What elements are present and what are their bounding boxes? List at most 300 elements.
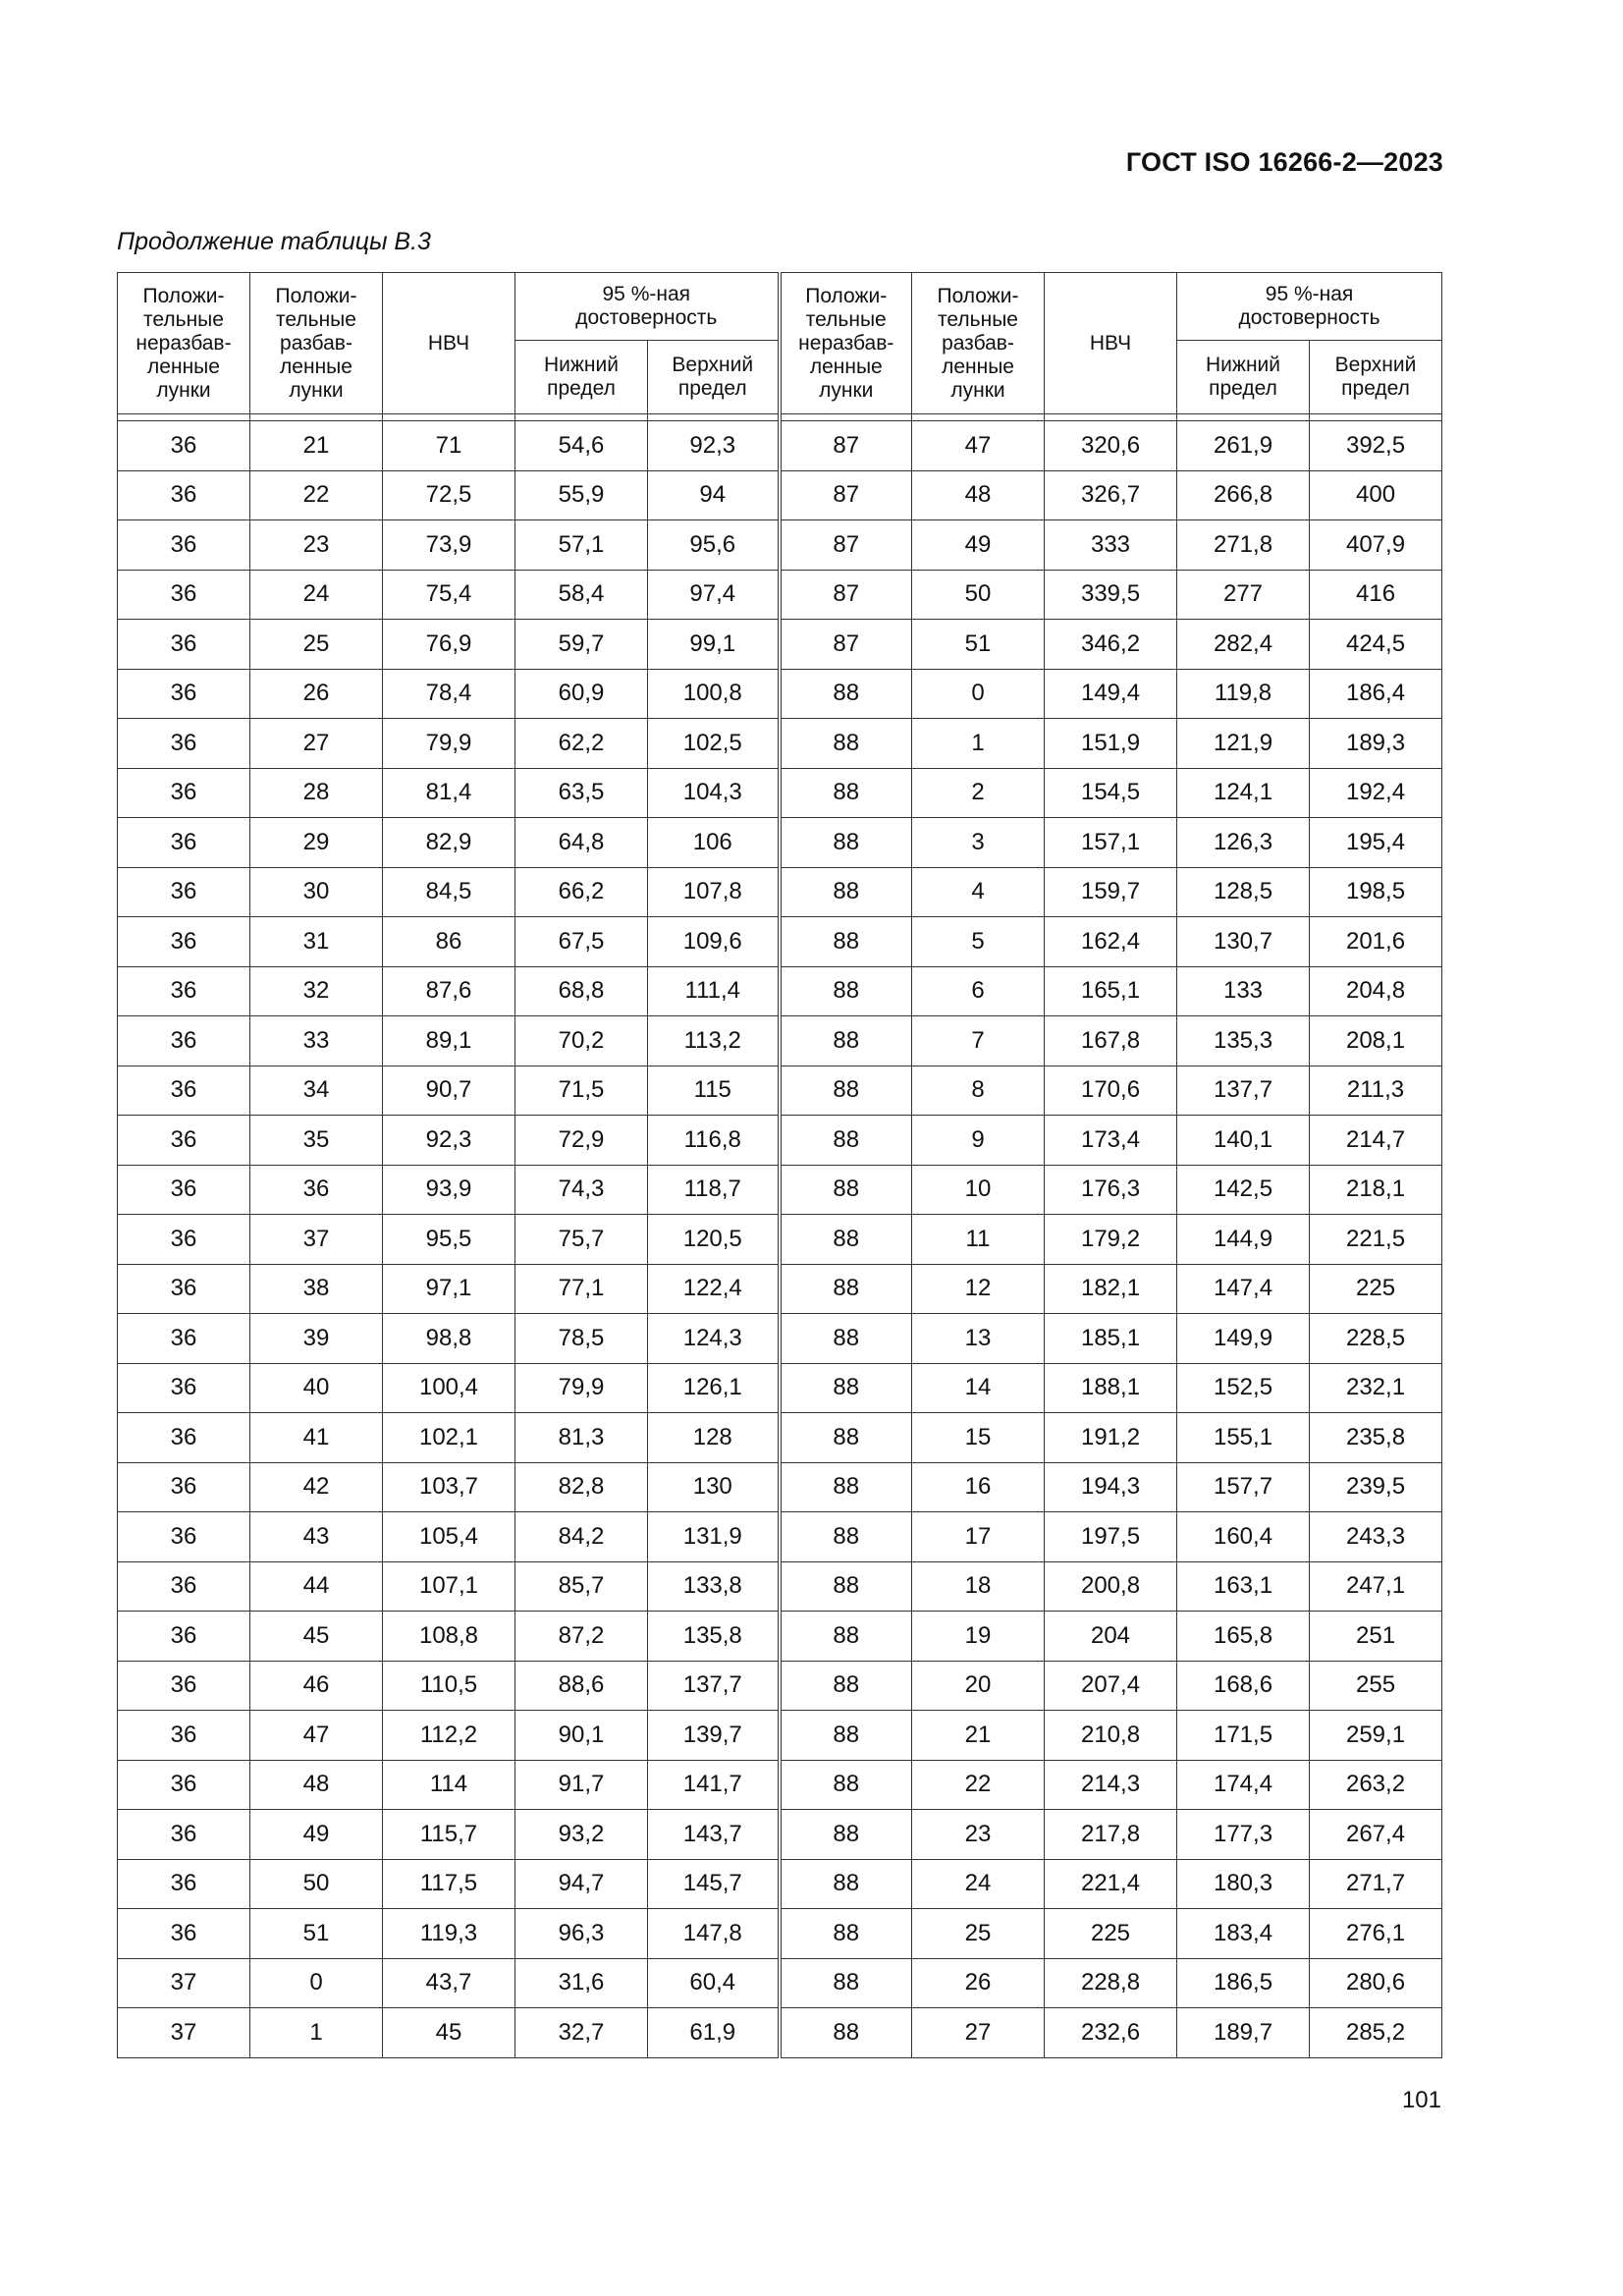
table-cell: 267,4 — [1310, 1810, 1442, 1860]
table-cell: 189,3 — [1310, 719, 1442, 769]
table-cell: 60,9 — [515, 669, 648, 719]
table-cell: 144,9 — [1177, 1215, 1310, 1265]
table-cell: 97,1 — [383, 1264, 515, 1314]
table-cell: 48 — [250, 1760, 383, 1810]
table-cell: 84,2 — [515, 1512, 648, 1562]
table-cell: 280,6 — [1310, 1958, 1442, 2008]
table-cell: 88 — [780, 768, 912, 818]
table-cell: 43 — [250, 1512, 383, 1562]
table-row — [118, 1116, 1442, 1166]
table-cell: 73,9 — [383, 520, 515, 571]
table-cell: 36 — [118, 470, 250, 520]
table-row — [118, 867, 1442, 917]
table-row — [118, 768, 1442, 818]
table-cell: 263,2 — [1310, 1760, 1442, 1810]
table-cell: 192,4 — [1310, 768, 1442, 818]
table-cell: 154,5 — [1045, 768, 1177, 818]
table-cell: 5 — [912, 917, 1045, 967]
table-cell: 137,7 — [1177, 1066, 1310, 1116]
table-cell: 37 — [118, 1958, 250, 2008]
table-cell: 121,9 — [1177, 719, 1310, 769]
table-cell: 93,2 — [515, 1810, 648, 1860]
table-cell: 147,8 — [648, 1909, 780, 1959]
table-cell: 36 — [118, 1413, 250, 1463]
table-cell: 90,1 — [515, 1711, 648, 1761]
table-cell: 21 — [250, 421, 383, 471]
table-cell: 36 — [118, 1215, 250, 1265]
table-cell: 36 — [118, 1612, 250, 1662]
table-cell: 179,2 — [1045, 1215, 1177, 1265]
table-cell: 23 — [250, 520, 383, 571]
table-cell: 130,7 — [1177, 917, 1310, 967]
table-cell: 88 — [780, 669, 912, 719]
table-cell: 37 — [250, 1215, 383, 1265]
table-row — [118, 1264, 1442, 1314]
table-cell: 157,1 — [1045, 818, 1177, 868]
table-cell: 36 — [118, 1909, 250, 1959]
table-cell: 320,6 — [1045, 421, 1177, 471]
table-cell: 259,1 — [1310, 1711, 1442, 1761]
table-cell: 228,5 — [1310, 1314, 1442, 1364]
table-cell: 217,8 — [1045, 1810, 1177, 1860]
table-cell: 119,8 — [1177, 669, 1310, 719]
table-cell: 170,6 — [1045, 1066, 1177, 1116]
table-cell: 189,7 — [1177, 2008, 1310, 2058]
table-cell: 124,3 — [648, 1314, 780, 1364]
table-cell: 87,2 — [515, 1612, 648, 1662]
table-cell: 46 — [250, 1661, 383, 1711]
table-cell: 100,8 — [648, 669, 780, 719]
table-row — [118, 520, 1442, 571]
table-cell: 139,7 — [648, 1711, 780, 1761]
table-cell: 18 — [912, 1561, 1045, 1612]
table-row — [118, 1512, 1442, 1562]
table-cell: 107,8 — [648, 867, 780, 917]
table-cell: 271,7 — [1310, 1859, 1442, 1909]
table-cell: 88 — [780, 1016, 912, 1066]
table-cell: 180,3 — [1177, 1859, 1310, 1909]
table-cell: 191,2 — [1045, 1413, 1177, 1463]
table-cell: 128,5 — [1177, 867, 1310, 917]
table-row — [118, 1859, 1442, 1909]
table-cell: 8 — [912, 1066, 1045, 1116]
table-cell: 210,8 — [1045, 1711, 1177, 1761]
table-cell: 88 — [780, 1116, 912, 1166]
table-cell: 21 — [912, 1711, 1045, 1761]
table-cell: 194,3 — [1045, 1462, 1177, 1512]
table-cell: 71,5 — [515, 1066, 648, 1116]
table-cell: 149,9 — [1177, 1314, 1310, 1364]
table-cell: 130 — [648, 1462, 780, 1512]
table-cell: 88 — [780, 1661, 912, 1711]
table-cell: 36 — [118, 1561, 250, 1612]
table-cell: 142,5 — [1177, 1165, 1310, 1215]
table-cell: 78,4 — [383, 669, 515, 719]
table-cell: 95,5 — [383, 1215, 515, 1265]
table-cell: 55,9 — [515, 470, 648, 520]
table-cell: 59,7 — [515, 620, 648, 670]
table-cell: 201,6 — [1310, 917, 1442, 967]
table-cell: 9 — [912, 1116, 1045, 1166]
table-cell: 54,6 — [515, 421, 648, 471]
table-row — [118, 669, 1442, 719]
table-cell: 88 — [780, 1314, 912, 1364]
table-cell: 118,7 — [648, 1165, 780, 1215]
table-cell: 160,4 — [1177, 1512, 1310, 1562]
table-cell: 75,4 — [383, 570, 515, 620]
document-code: ГОСТ ISO 16266-2—2023 — [1125, 147, 1443, 177]
table-cell: 88 — [780, 1363, 912, 1413]
table-cell: 218,1 — [1310, 1165, 1442, 1215]
table-cell: 87 — [780, 421, 912, 471]
table-cell: 36 — [118, 570, 250, 620]
table-cell: 76,9 — [383, 620, 515, 670]
table-cell: 115,7 — [383, 1810, 515, 1860]
table-cell: 93,9 — [383, 1165, 515, 1215]
table-cell: 225 — [1045, 1909, 1177, 1959]
table-row — [118, 470, 1442, 520]
table-cell: 36 — [118, 1661, 250, 1711]
table-cell: 113,2 — [648, 1016, 780, 1066]
table-cell: 36 — [118, 818, 250, 868]
table-cell: 114 — [383, 1760, 515, 1810]
table-cell: 36 — [250, 1165, 383, 1215]
table-cell: 92,3 — [648, 421, 780, 471]
table-cell: 32,7 — [515, 2008, 648, 2058]
table-cell: 88 — [780, 1066, 912, 1116]
table-row — [118, 1016, 1442, 1066]
table-cell: 22 — [912, 1760, 1045, 1810]
table-cell: 24 — [912, 1859, 1045, 1909]
table-cell: 30 — [250, 867, 383, 917]
table-cell: 162,4 — [1045, 917, 1177, 967]
table-cell: 77,1 — [515, 1264, 648, 1314]
table-cell: 36 — [118, 966, 250, 1016]
table-cell: 81,4 — [383, 768, 515, 818]
table-cell: 266,8 — [1177, 470, 1310, 520]
table-cell: 17 — [912, 1512, 1045, 1562]
table-cell: 208,1 — [1310, 1016, 1442, 1066]
table-cell: 88 — [780, 1958, 912, 2008]
table-cell: 261,9 — [1177, 421, 1310, 471]
table-cell: 91,7 — [515, 1760, 648, 1810]
table-row — [118, 1760, 1442, 1810]
table-cell: 200,8 — [1045, 1561, 1177, 1612]
table-cell: 198,5 — [1310, 867, 1442, 917]
table-cell: 31,6 — [515, 1958, 648, 2008]
table-cell: 36 — [118, 1810, 250, 1860]
table-cell: 88 — [780, 1711, 912, 1761]
table-cell: 152,5 — [1177, 1363, 1310, 1413]
table-row — [118, 1215, 1442, 1265]
table-cell: 49 — [250, 1810, 383, 1860]
table-cell: 88 — [780, 1413, 912, 1463]
table-cell: 110,5 — [383, 1661, 515, 1711]
table-cell: 247,1 — [1310, 1561, 1442, 1612]
table-row — [118, 1958, 1442, 2008]
table-cell: 221,4 — [1045, 1859, 1177, 1909]
table-cell: 0 — [912, 669, 1045, 719]
table-cell: 90,7 — [383, 1066, 515, 1116]
header-lower-limit: Нижний предел — [515, 341, 648, 414]
table-cell: 221,5 — [1310, 1215, 1442, 1265]
table-row — [118, 1909, 1442, 1959]
table-cell: 38 — [250, 1264, 383, 1314]
table-cell: 171,5 — [1177, 1711, 1310, 1761]
table-cell: 36 — [118, 1462, 250, 1512]
table-cell: 115 — [648, 1066, 780, 1116]
table-cell: 88 — [780, 1810, 912, 1860]
table-cell: 133 — [1177, 966, 1310, 1016]
table-cell: 20 — [912, 1661, 1045, 1711]
table-cell: 68,8 — [515, 966, 648, 1016]
table-cell: 82,9 — [383, 818, 515, 868]
table-cell: 88 — [780, 1264, 912, 1314]
table-row — [118, 1413, 1442, 1463]
table-cell: 78,5 — [515, 1314, 648, 1364]
table-cell: 35 — [250, 1116, 383, 1166]
table-cell: 14 — [912, 1363, 1045, 1413]
table-cell: 285,2 — [1310, 2008, 1442, 2058]
table-cell: 88 — [780, 867, 912, 917]
header-positive-undiluted: Положи- тельные неразбав- ленные лунки — [780, 273, 912, 414]
table-cell: 81,3 — [515, 1413, 648, 1463]
table-cell: 131,9 — [648, 1512, 780, 1562]
table-cell: 88 — [780, 2008, 912, 2058]
table-cell: 88 — [780, 818, 912, 868]
table-cell: 16 — [912, 1462, 1045, 1512]
table-cell: 159,7 — [1045, 867, 1177, 917]
table-cell: 19 — [912, 1612, 1045, 1662]
table-cell: 239,5 — [1310, 1462, 1442, 1512]
table-cell: 57,1 — [515, 520, 648, 571]
table-cell: 197,5 — [1045, 1512, 1177, 1562]
header-mpn: НВЧ — [383, 273, 515, 414]
table-cell: 94 — [648, 470, 780, 520]
header-upper-limit: Верхний предел — [648, 341, 780, 414]
table-cell: 228,8 — [1045, 1958, 1177, 2008]
table-cell: 26 — [250, 669, 383, 719]
table-cell: 157,7 — [1177, 1462, 1310, 1512]
table-cell: 88 — [780, 1760, 912, 1810]
table-cell: 85,7 — [515, 1561, 648, 1612]
table-cell: 36 — [118, 1512, 250, 1562]
table-cell: 339,5 — [1045, 570, 1177, 620]
table-cell: 235,8 — [1310, 1413, 1442, 1463]
table-cell: 88 — [780, 1462, 912, 1512]
table-cell: 88 — [780, 1215, 912, 1265]
table-cell: 147,4 — [1177, 1264, 1310, 1314]
table-cell: 71 — [383, 421, 515, 471]
table-cell: 82,8 — [515, 1462, 648, 1512]
table-caption: Продолжение таблицы В.3 — [117, 228, 431, 255]
table-cell: 282,4 — [1177, 620, 1310, 670]
table-cell: 88 — [780, 1909, 912, 1959]
table-cell: 243,3 — [1310, 1512, 1442, 1562]
table-cell: 167,8 — [1045, 1016, 1177, 1066]
table-cell: 174,4 — [1177, 1760, 1310, 1810]
table-cell: 186,5 — [1177, 1958, 1310, 2008]
table-cell: 119,3 — [383, 1909, 515, 1959]
table-row — [118, 917, 1442, 967]
table-cell: 13 — [912, 1314, 1045, 1364]
table-cell: 88 — [780, 1512, 912, 1562]
table-cell: 102,5 — [648, 719, 780, 769]
table-cell: 155,1 — [1177, 1413, 1310, 1463]
table-cell: 124,1 — [1177, 768, 1310, 818]
table-cell: 122,4 — [648, 1264, 780, 1314]
table-cell: 89,1 — [383, 1016, 515, 1066]
table-cell: 211,3 — [1310, 1066, 1442, 1116]
table-cell: 10 — [912, 1165, 1045, 1215]
table-cell: 400 — [1310, 470, 1442, 520]
table-cell: 99,1 — [648, 620, 780, 670]
table-cell: 407,9 — [1310, 520, 1442, 571]
table-cell: 36 — [118, 867, 250, 917]
table-cell: 117,5 — [383, 1859, 515, 1909]
header-mpn: НВЧ — [1045, 273, 1177, 414]
table-cell: 47 — [912, 421, 1045, 471]
table-cell: 47 — [250, 1711, 383, 1761]
header-confidence: 95 %-ная достоверность — [1177, 273, 1442, 341]
table-cell: 79,9 — [383, 719, 515, 769]
table-cell: 51 — [912, 620, 1045, 670]
page-number: 101 — [1401, 2087, 1441, 2113]
header-lower-limit: Нижний предел — [1177, 341, 1310, 414]
table-row — [118, 818, 1442, 868]
table-cell: 87 — [780, 570, 912, 620]
table-row — [118, 620, 1442, 670]
table-cell: 255 — [1310, 1661, 1442, 1711]
table-row — [118, 421, 1442, 471]
table-cell: 109,6 — [648, 917, 780, 967]
table-cell: 271,8 — [1177, 520, 1310, 571]
table-cell: 183,4 — [1177, 1909, 1310, 1959]
table-cell: 23 — [912, 1810, 1045, 1860]
table-cell: 120,5 — [648, 1215, 780, 1265]
table-cell: 36 — [118, 1264, 250, 1314]
table-cell: 1 — [912, 719, 1045, 769]
mpn-table — [117, 272, 1442, 2058]
table-cell: 128 — [648, 1413, 780, 1463]
table-cell: 88,6 — [515, 1661, 648, 1711]
table-cell: 51 — [250, 1909, 383, 1959]
table-cell: 88 — [780, 1612, 912, 1662]
table-cell: 41 — [250, 1413, 383, 1463]
table-cell: 182,1 — [1045, 1264, 1177, 1314]
table-cell: 105,4 — [383, 1512, 515, 1562]
table-cell: 29 — [250, 818, 383, 868]
table-cell: 6 — [912, 966, 1045, 1016]
table-cell: 88 — [780, 1165, 912, 1215]
table-cell: 97,4 — [648, 570, 780, 620]
table-cell: 88 — [780, 1561, 912, 1612]
table-cell: 106 — [648, 818, 780, 868]
table-cell: 67,5 — [515, 917, 648, 967]
table-row — [118, 1363, 1442, 1413]
table-cell: 103,7 — [383, 1462, 515, 1512]
table-cell: 165,1 — [1045, 966, 1177, 1016]
table-cell: 26 — [912, 1958, 1045, 2008]
table-cell: 2 — [912, 768, 1045, 818]
table-cell: 25 — [250, 620, 383, 670]
table-cell: 36 — [118, 917, 250, 967]
header-positive-undiluted: Положи- тельные неразбав- ленные лунки — [118, 273, 250, 414]
table-cell: 176,3 — [1045, 1165, 1177, 1215]
table-cell: 75,7 — [515, 1215, 648, 1265]
table-cell: 36 — [118, 1314, 250, 1364]
table-cell: 116,8 — [648, 1116, 780, 1166]
table-cell: 141,7 — [648, 1760, 780, 1810]
table-cell: 135,8 — [648, 1612, 780, 1662]
table-cell: 111,4 — [648, 966, 780, 1016]
table-cell: 126,3 — [1177, 818, 1310, 868]
table-cell: 36 — [118, 1016, 250, 1066]
table-cell: 225 — [1310, 1264, 1442, 1314]
table-cell: 34 — [250, 1066, 383, 1116]
table-row — [118, 1462, 1442, 1512]
table-cell: 15 — [912, 1413, 1045, 1463]
table-cell: 45 — [250, 1612, 383, 1662]
header-upper-limit: Верхний предел — [1310, 341, 1442, 414]
table-cell: 36 — [118, 421, 250, 471]
table-cell: 195,4 — [1310, 818, 1442, 868]
table-cell: 251 — [1310, 1612, 1442, 1662]
table-cell: 98,8 — [383, 1314, 515, 1364]
table-row — [118, 1561, 1442, 1612]
table-cell: 70,2 — [515, 1016, 648, 1066]
table-cell: 173,4 — [1045, 1116, 1177, 1166]
table-cell: 60,4 — [648, 1958, 780, 2008]
table-cell: 36 — [118, 1165, 250, 1215]
table-cell: 94,7 — [515, 1859, 648, 1909]
table-cell: 88 — [780, 966, 912, 1016]
table-cell: 145,7 — [648, 1859, 780, 1909]
table-cell: 72,5 — [383, 470, 515, 520]
table-row — [118, 2008, 1442, 2058]
table-cell: 61,9 — [648, 2008, 780, 2058]
table-cell: 214,3 — [1045, 1760, 1177, 1810]
table-cell: 140,1 — [1177, 1116, 1310, 1166]
table-cell: 88 — [780, 917, 912, 967]
table-cell: 36 — [118, 669, 250, 719]
table-cell: 31 — [250, 917, 383, 967]
table-cell: 108,8 — [383, 1612, 515, 1662]
header-positive-diluted: Положи- тельные разбав- ленные лунки — [912, 273, 1045, 414]
table-cell: 25 — [912, 1909, 1045, 1959]
table-cell: 32 — [250, 966, 383, 1016]
table-cell: 43,7 — [383, 1958, 515, 2008]
table-cell: 36 — [118, 768, 250, 818]
table-cell: 3 — [912, 818, 1045, 868]
table-row — [118, 719, 1442, 769]
table-row — [118, 1165, 1442, 1215]
table-cell: 12 — [912, 1264, 1045, 1314]
table-cell: 45 — [383, 2008, 515, 2058]
table-cell: 0 — [250, 1958, 383, 2008]
table-body — [118, 414, 1442, 2058]
table-cell: 416 — [1310, 570, 1442, 620]
table-cell: 185,1 — [1045, 1314, 1177, 1364]
header-confidence: 95 %-ная достоверность — [515, 273, 780, 341]
table-cell: 277 — [1177, 570, 1310, 620]
table-cell: 64,8 — [515, 818, 648, 868]
table-cell: 36 — [118, 1066, 250, 1116]
table-row — [118, 1661, 1442, 1711]
table-cell: 204 — [1045, 1612, 1177, 1662]
table-cell: 72,9 — [515, 1116, 648, 1166]
table-cell: 33 — [250, 1016, 383, 1066]
